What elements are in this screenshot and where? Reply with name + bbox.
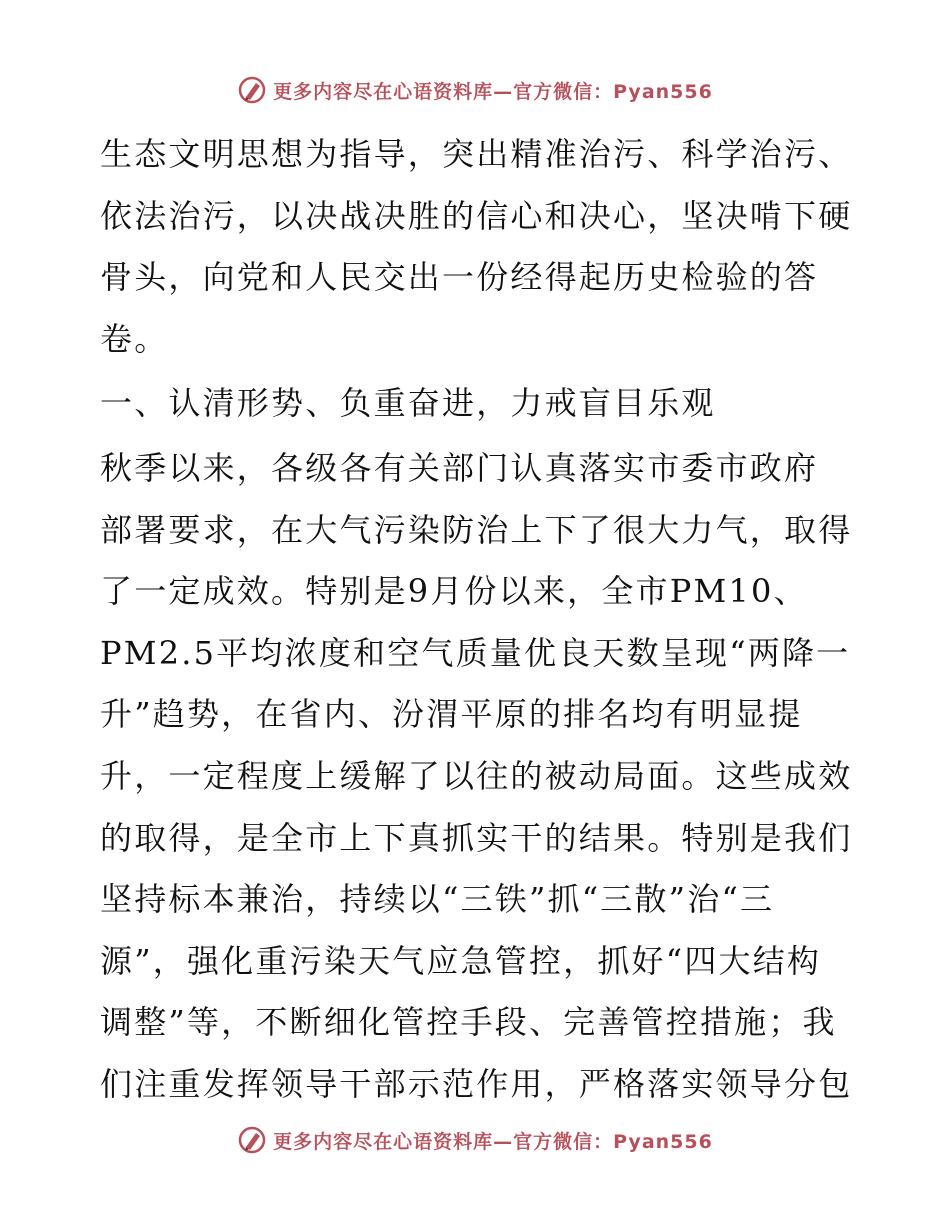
paragraph-line: 卷。: [100, 319, 169, 358]
paragraph-line: PM2.5平均浓度和空气质量优良天数呈现“两降一: [100, 633, 851, 672]
pen-logo-icon: [237, 75, 267, 105]
paragraph-line: 了一定成效。特别是9月份以来，全市PM10、: [100, 572, 808, 611]
paragraph-line: 坚持标本兼治，持续以“三铁”抓“三散”治“三: [100, 880, 775, 919]
paragraph-line: 依法治污，以决战决胜的信心和决心，坚决啃下硬: [100, 196, 853, 235]
paragraph-line: 升”趋势，在省内、汾渭平原的排名均有明显提: [100, 695, 803, 734]
paragraph-line: 生态文明思想为指导，突出精准治污、科学治污、: [100, 135, 853, 173]
paragraph-line: 们注重发挥领导干部示范作用，严格落实领导分包: [100, 1064, 853, 1103]
header-watermark: [0, 70, 950, 110]
document-body: [100, 124, 860, 1116]
watermark-text: 更多内容尽在心语资料库—官方微信：Pyan556: [273, 1130, 713, 1153]
paragraph-line: 部署要求，在大气污染防治上下了很大力气，取得: [100, 510, 853, 549]
watermark-text: 更多内容尽在心语资料库—官方微信：Pyan556: [273, 80, 713, 103]
section-heading: 一、认清形势、负重奋进，力戒盲目乐观: [100, 384, 716, 423]
paragraph-line: 秋季以来，各级各有关部门认真落实市委市政府: [100, 448, 819, 487]
footer-watermark: [0, 1120, 950, 1160]
pen-logo-icon: [237, 1125, 267, 1155]
paragraph-line: 的取得，是全市上下真抓实干的结果。特别是我们: [100, 818, 853, 857]
paragraph-line: 骨头，向党和人民交出一份经得起历史检验的答: [100, 258, 819, 297]
paragraph-line: 源”，强化重污染天气应急管控，抓好“四大结构: [100, 941, 822, 980]
paragraph-line: 调整”等，不断细化管控手段、完善管控措施；我: [100, 1003, 837, 1042]
paragraph-line: 升，一定程度上缓解了以往的被动局面。这些成效: [100, 756, 853, 795]
